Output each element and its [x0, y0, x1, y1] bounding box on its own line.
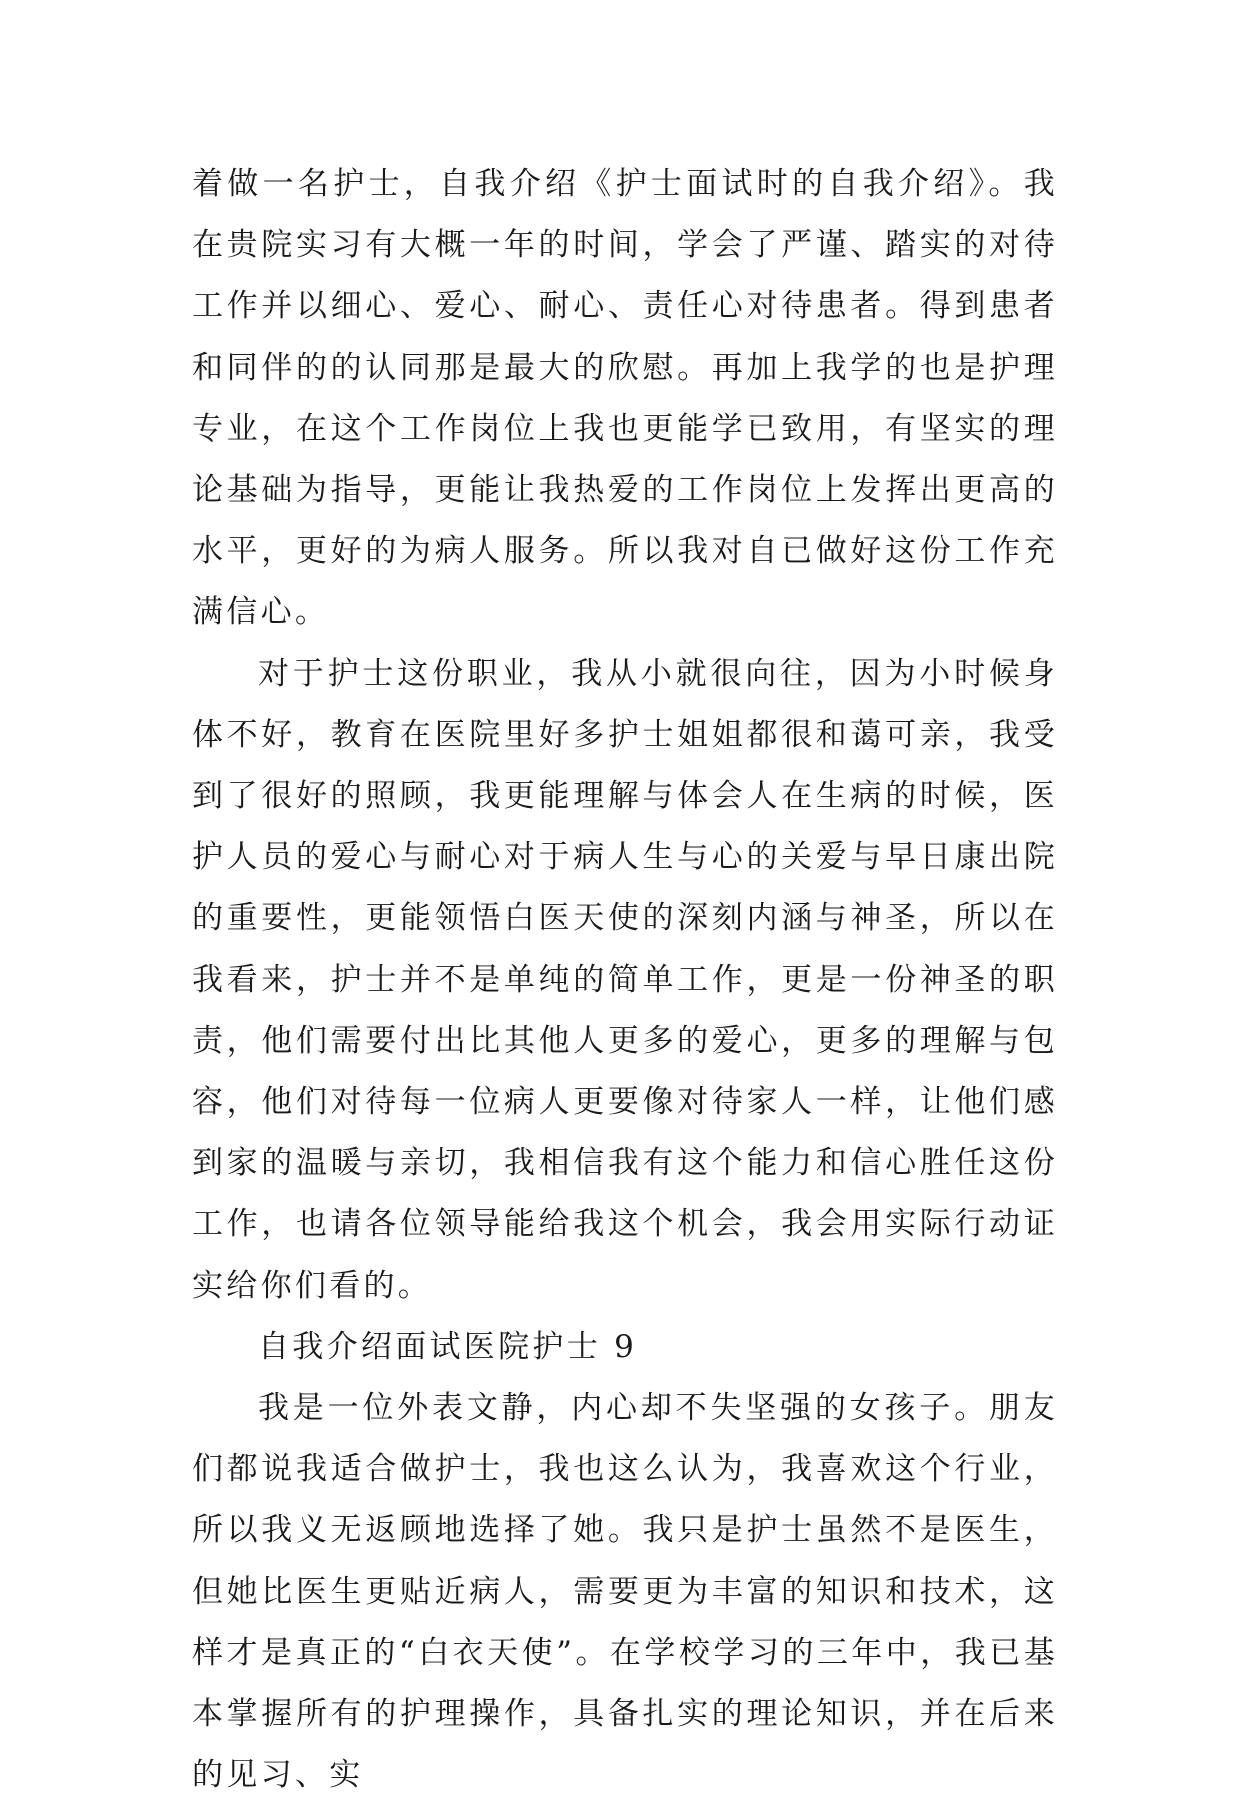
paragraph-2: 对于护士这份职业，我从小就很向往，因为小时候身体不好，教育在医院里好多护士姐姐都很和蔼可亲，我受到了很好的照顾，我更能理解与体会人在生病的时候，医护人员的爱心与耐心对于病人生与心的关爱与早日康出院的重要性，更能领悟白医天使的深刻内涵与神圣，所以在我看来，护士并不是单纯的简单工作，更是一份神圣的职责，他们需要付出比其他人更多的爱心，更多的理解与包容，他们对待每一位病人更要像对待家人一样，让他们感到家的温暖与亲切，我相信我有这个能力和信心胜任这份工作，也请各位领导能给我这个机会，我会用实际行动证实给你们看的。	[192, 655, 1058, 1304]
document-body	[192, 154, 1058, 1806]
paragraph-1: 着做一名护士，自我介绍《护士面试时的自我介绍》。我在贵院实习有大概一年的时间，学会了严谨、踏实的对待工作并以细心、爱心、耐心、责任心对待患者。得到患者和同伴的的认同那是最大的欣慰。再加上我学的也是护理专业，在这个工作岗位上我也更能学已致用，有坚实的理论基础为指导，更能让我热爱的工作岗位上发挥出更高的水平，更好的为病人服务。所以我对自已做好这份工作充满信心。	[192, 166, 1058, 631]
section-heading: 自我介绍面试医院护士 9	[258, 1328, 638, 1365]
paragraph-3: 我是一位外表文静，内心却不失坚强的女孩子。朋友们都说我适合做护士，我也这么认为，我喜欢这个行业，所以我义无返顾地选择了她。我只是护士虽然不是医生，但她比医生更贴近病人，需要更为丰富的知识和技术，这样才是真正的“白衣天使”。在学校学习的三年中，我已基本掌握所有的护理操作，具备扎实的理论知识，并在后来的见习、实	[192, 1390, 1058, 1794]
